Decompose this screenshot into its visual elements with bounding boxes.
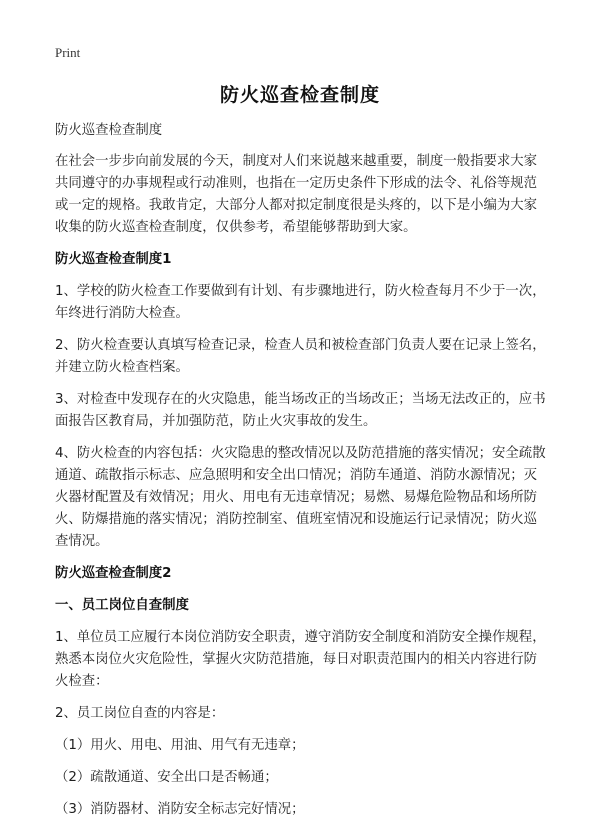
section-2-item: 1、单位员工应履行本岗位消防安全职责，遵守消防安全制度和消防安全操作规程，熟悉本岗位火灾危险性，掌握火灾防范措施，每日对职责范围内的相关内容进行防火检查： [55,630,546,689]
document-body [55,120,550,831]
document-subtitle: 防火巡查检查制度 [55,123,163,138]
intro-paragraph: 在社会一步步向前发展的今天，制度对人们来说越来越重要，制度一般指要求大家共同遵守的办事规程或行动准则，也指在一定历史条件下形成的法令、礼俗等规范或一定的规格。我敢肯定，大部分人都对拟定制度很是头疼的，以下是小编为大家收集的防火巡查检查制度，仅供参考，希望能够帮助到大家。 [55,154,538,235]
section-1-item: 1、学校的防火检查工作要做到有计划、有步骤地进行，防火检查每月不少于一次，年终进行消防大检查。 [55,284,546,321]
section-2-item: （3）消防器材、消防安全标志完好情况； [55,802,305,817]
document-title: 防火巡查检查制度 [219,84,380,106]
print-label: Print [55,45,81,60]
section-1-item: 2、防火检查要认真填写检查记录，检查人员和被检查部门负责人要在记录上签名，并建立防火检查档案。 [55,338,546,375]
section-1-item: 3、对检查中发现存在的火灾隐患，能当场改正的当场改正；当场无法改正的，应书面报告区教育局，并加强防范，防止火灾事故的发生。 [55,392,546,429]
section-2-item: （1）用火、用电、用油、用气有无违章； [55,738,305,753]
section-2-subheading: 一、员工岗位自查制度 [55,598,189,613]
section-2-item: （2）疏散通道、安全出口是否畅通； [55,770,278,785]
section-2-heading: 防火巡查检查制度2 [55,566,172,581]
section-1-item: 4、防火检查的内容包括：火灾隐患的整改情况以及防范措施的落实情况；安全疏散通道、疏散指示标志、应急照明和安全出口情况；消防车通道、消防水源情况；灭火器材配置及有效情况；用火、用电有无违章情况；易燃、易爆危险物品和场所防火、防爆措施的落实情况；消防控制室、值班室情况和设施运行记录情况；防火巡查情况。 [55,446,546,549]
section-1-heading: 防火巡查检查制度1 [55,252,172,267]
section-2-item: 2、员工岗位自查的内容是： [55,706,225,721]
